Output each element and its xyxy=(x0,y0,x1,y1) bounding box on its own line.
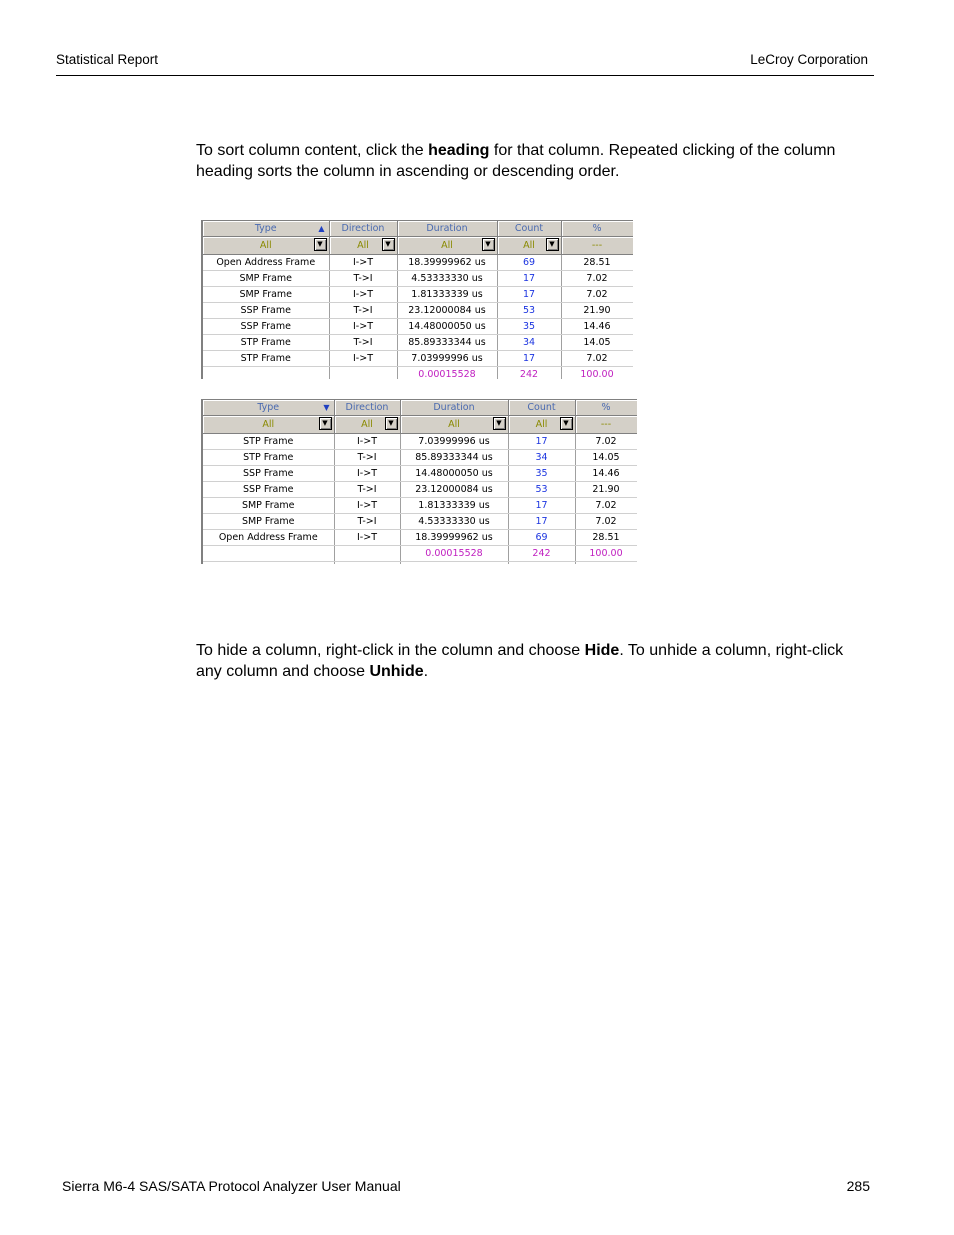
dropdown-arrow-icon[interactable]: ▼ xyxy=(314,238,327,251)
total-cell-type xyxy=(203,546,334,562)
cell-direction: I->T xyxy=(334,498,400,514)
cell-count: 53 xyxy=(508,482,575,498)
table-row[interactable] xyxy=(203,466,637,482)
cell-direction: I->T xyxy=(329,351,397,367)
total-cell-type xyxy=(203,367,329,380)
cell-count: 17 xyxy=(508,514,575,530)
table-row[interactable] xyxy=(203,271,633,287)
cell-duration: 23.12000084 us xyxy=(397,303,497,319)
column-header-count[interactable]: Count xyxy=(497,221,561,237)
cell-count: 17 xyxy=(508,434,575,450)
cell-count: 69 xyxy=(497,255,561,271)
cell-type: STP Frame xyxy=(203,450,334,466)
cell-duration: 7.03999996 us xyxy=(397,351,497,367)
cell-direction: T->I xyxy=(329,303,397,319)
cell-type: STP Frame xyxy=(203,351,329,367)
cell-count: 34 xyxy=(497,335,561,351)
cell-duration: 18.39999962 us xyxy=(400,530,508,546)
cell-type: SMP Frame xyxy=(203,498,334,514)
header-rule xyxy=(56,75,874,76)
dropdown-arrow-icon[interactable]: ▼ xyxy=(546,238,559,251)
cell-duration: 4.53333330 us xyxy=(397,271,497,287)
column-header-percent[interactable]: % xyxy=(561,221,633,237)
cell-direction: I->T xyxy=(334,530,400,546)
filter-count[interactable]: All ▼ xyxy=(497,237,561,255)
cell-percent: 14.05 xyxy=(575,450,637,466)
filter-row xyxy=(203,237,633,255)
table-row[interactable] xyxy=(203,498,637,514)
cell-percent: 28.51 xyxy=(561,255,633,271)
sort-bold-heading: heading xyxy=(428,142,490,159)
cell-count: 17 xyxy=(497,351,561,367)
table-row[interactable] xyxy=(203,450,637,466)
dropdown-arrow-icon[interactable]: ▼ xyxy=(493,417,506,430)
stats-grid-descending xyxy=(201,399,637,564)
cell-type: SSP Frame xyxy=(203,319,329,335)
cell-type: SSP Frame xyxy=(203,482,334,498)
cell-percent: 14.46 xyxy=(561,319,633,335)
unhide-bold: Unhide xyxy=(369,663,424,680)
table-row[interactable] xyxy=(203,514,637,530)
cell-duration: 1.81333339 us xyxy=(400,498,508,514)
hide-text-1: To hide a column, right-click in the column and choose xyxy=(196,642,585,659)
cell-type: Open Address Frame xyxy=(203,255,329,271)
cell-percent: 14.46 xyxy=(575,466,637,482)
empty-cell xyxy=(203,562,334,565)
running-header-company: LeCroy Corporation xyxy=(750,52,868,67)
filter-percent: --- xyxy=(561,237,633,255)
cell-count: 17 xyxy=(497,271,561,287)
column-header-duration[interactable]: Duration xyxy=(397,221,497,237)
sort-descending-icon: ▼ xyxy=(323,403,330,412)
cell-duration: 18.39999962 us xyxy=(397,255,497,271)
cell-direction: I->T xyxy=(334,466,400,482)
table-row[interactable] xyxy=(203,530,637,546)
empty-cell xyxy=(400,562,508,565)
cell-percent: 7.02 xyxy=(575,514,637,530)
total-cell-percent: 100.00 xyxy=(575,546,637,562)
cell-type: SSP Frame xyxy=(203,303,329,319)
stats-grid-ascending xyxy=(201,220,633,379)
column-header-count[interactable]: Count xyxy=(508,400,575,416)
cell-duration: 1.81333339 us xyxy=(397,287,497,303)
cell-count: 53 xyxy=(497,303,561,319)
cell-direction: T->I xyxy=(334,482,400,498)
cell-direction: T->I xyxy=(334,514,400,530)
cell-direction: I->T xyxy=(329,255,397,271)
column-header-direction[interactable]: Direction xyxy=(329,221,397,237)
cell-percent: 7.02 xyxy=(561,271,633,287)
sort-ascending-icon: ▲ xyxy=(318,224,325,233)
cell-duration: 7.03999996 us xyxy=(400,434,508,450)
cell-type: Open Address Frame xyxy=(203,530,334,546)
cell-percent: 7.02 xyxy=(561,351,633,367)
total-cell-percent: 100.00 xyxy=(561,367,633,380)
cell-percent: 7.02 xyxy=(575,498,637,514)
cell-type: SMP Frame xyxy=(203,514,334,530)
hide-text-3: . xyxy=(423,663,429,680)
filter-type[interactable]: All ▼ xyxy=(203,237,329,255)
page-number: 285 xyxy=(846,1178,870,1194)
cell-duration: 14.48000050 us xyxy=(400,466,508,482)
cell-count: 17 xyxy=(508,498,575,514)
cell-duration: 4.53333330 us xyxy=(400,514,508,530)
filter-percent: --- xyxy=(575,416,637,434)
filter-duration[interactable]: All ▼ xyxy=(400,416,508,434)
hide-text-2: . To unhide a column, right-click any column and choose xyxy=(196,642,844,680)
total-cell-direction xyxy=(334,546,400,562)
cell-percent: 28.51 xyxy=(575,530,637,546)
filter-direction[interactable]: All ▼ xyxy=(334,416,400,434)
filter-row xyxy=(203,416,637,434)
column-header-direction[interactable]: Direction xyxy=(334,400,400,416)
total-cell-count: 242 xyxy=(497,367,561,380)
hide-instructions xyxy=(196,640,866,682)
cell-percent: 21.90 xyxy=(561,303,633,319)
column-header-percent[interactable]: % xyxy=(575,400,637,416)
cell-direction: T->I xyxy=(334,450,400,466)
sort-text-1: To sort column content, click the xyxy=(196,142,429,159)
table-row[interactable] xyxy=(203,335,633,351)
hide-bold: Hide xyxy=(584,642,620,659)
cell-percent: 7.02 xyxy=(575,434,637,450)
cell-duration: 14.48000050 us xyxy=(397,319,497,335)
cell-duration: 85.89333344 us xyxy=(397,335,497,351)
cell-count: 35 xyxy=(508,466,575,482)
cell-count: 69 xyxy=(508,530,575,546)
footer-manual-title: Sierra M6-4 SAS/SATA Protocol Analyzer User Manual xyxy=(62,1178,401,1194)
table-row[interactable] xyxy=(203,319,633,335)
table-row[interactable] xyxy=(203,482,637,498)
sort-instructions xyxy=(196,140,866,182)
total-cell-duration: 0.00015528 xyxy=(397,367,497,380)
column-header-type[interactable]: Type ▲ xyxy=(203,221,329,237)
table-row[interactable] xyxy=(203,303,633,319)
filter-count[interactable]: All ▼ xyxy=(508,416,575,434)
total-cell-count: 242 xyxy=(508,546,575,562)
dropdown-arrow-icon[interactable]: ▼ xyxy=(385,417,398,430)
cell-duration: 23.12000084 us xyxy=(400,482,508,498)
empty-row xyxy=(203,562,637,565)
total-cell-direction xyxy=(329,367,397,380)
cell-duration: 85.89333344 us xyxy=(400,450,508,466)
cell-direction: I->T xyxy=(329,287,397,303)
total-cell-duration: 0.00015528 xyxy=(400,546,508,562)
sort-text-2: for that column. Repeated clicking of the column heading sorts the column in ascending or descending order. xyxy=(196,142,836,180)
dropdown-arrow-icon[interactable]: ▼ xyxy=(319,417,332,430)
table-row[interactable] xyxy=(203,255,633,271)
column-header-duration[interactable]: Duration xyxy=(400,400,508,416)
column-header-type[interactable]: Type ▼ xyxy=(203,400,334,416)
column-header-row xyxy=(203,400,637,416)
table-row[interactable] xyxy=(203,351,633,367)
dropdown-arrow-icon[interactable]: ▼ xyxy=(560,417,573,430)
dropdown-arrow-icon[interactable]: ▼ xyxy=(382,238,395,251)
running-header-title: Statistical Report xyxy=(56,52,159,67)
cell-percent: 14.05 xyxy=(561,335,633,351)
filter-duration[interactable]: All ▼ xyxy=(397,237,497,255)
cell-type: SMP Frame xyxy=(203,271,329,287)
cell-type: STP Frame xyxy=(203,434,334,450)
cell-direction: I->T xyxy=(329,319,397,335)
table-row[interactable] xyxy=(203,434,637,450)
cell-type: SSP Frame xyxy=(203,466,334,482)
cell-type: SMP Frame xyxy=(203,287,329,303)
cell-count: 34 xyxy=(508,450,575,466)
cell-count: 35 xyxy=(497,319,561,335)
filter-type[interactable]: All ▼ xyxy=(203,416,334,434)
cell-percent: 7.02 xyxy=(561,287,633,303)
total-row xyxy=(203,546,637,562)
cell-direction: I->T xyxy=(334,434,400,450)
table-row[interactable] xyxy=(203,287,633,303)
cell-direction: T->I xyxy=(329,335,397,351)
empty-cell xyxy=(575,562,637,565)
cell-direction: T->I xyxy=(329,271,397,287)
cell-percent: 21.90 xyxy=(575,482,637,498)
empty-cell xyxy=(334,562,400,565)
filter-direction[interactable]: All ▼ xyxy=(329,237,397,255)
column-header-row xyxy=(203,221,633,237)
cell-count: 17 xyxy=(497,287,561,303)
total-row xyxy=(203,367,633,380)
cell-type: STP Frame xyxy=(203,335,329,351)
dropdown-arrow-icon[interactable]: ▼ xyxy=(482,238,495,251)
empty-cell xyxy=(508,562,575,565)
